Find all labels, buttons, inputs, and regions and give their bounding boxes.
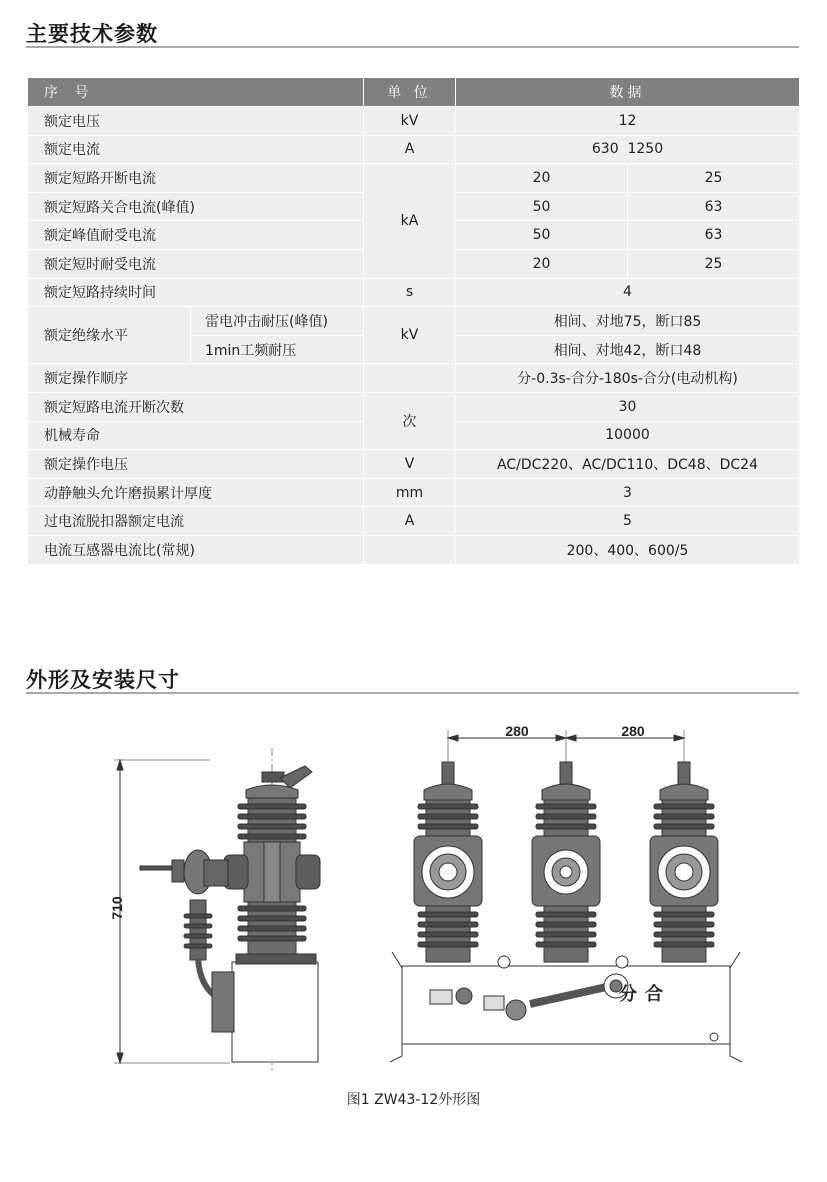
param-value: 25 [628, 164, 800, 193]
param-value: 50 [456, 192, 628, 221]
param-value: 相间、对地75，断口85 [456, 307, 800, 336]
param-name: 额定电压 [28, 107, 364, 136]
table-row [28, 392, 800, 421]
param-value: 25 [628, 249, 800, 278]
table-row [28, 278, 800, 307]
param-unit: mm [364, 478, 456, 507]
table-header-row [28, 78, 800, 107]
header-unit: 单 位 [364, 78, 456, 107]
param-value: 3 [456, 478, 800, 507]
header-data: 数据 [456, 78, 800, 107]
param-name: 动静触头允许磨损累计厚度 [28, 478, 364, 507]
label-close: 合 [645, 984, 663, 1004]
dimension-spacing-right: 280 [621, 723, 645, 739]
param-unit [364, 535, 456, 564]
param-value: 4 [456, 278, 800, 307]
param-unit: A [364, 507, 456, 536]
table-row [28, 535, 800, 564]
section-title-dimensions: 外形及安装尺寸 [26, 668, 180, 692]
param-value: 相间、对地42，断口48 [456, 335, 800, 364]
dimension-spacing-left: 280 [505, 723, 529, 739]
table-row [28, 478, 800, 507]
param-value: 20 [456, 164, 628, 193]
table-row [28, 450, 800, 479]
pole-right [650, 762, 718, 962]
figure-caption: 图1 ZW43-12外形图 [346, 1092, 481, 1108]
param-name: 额定短路电流开断次数 [28, 392, 364, 421]
table-row [28, 507, 800, 536]
label-open: 分 [619, 984, 637, 1004]
param-value: AC/DC220、AC/DC110、DC48、DC24 [456, 450, 800, 479]
param-unit: V [364, 450, 456, 479]
param-value: 63 [628, 192, 800, 221]
dimension-height: 710 [109, 896, 125, 920]
param-unit [364, 364, 456, 393]
outline-drawing [0, 700, 827, 1130]
param-value: 分-0.3s-合分-180s-合分(电动机构) [456, 364, 800, 393]
front-view [390, 730, 742, 1062]
param-subname: 雷电冲击耐压(峰值) [191, 307, 364, 336]
table-row [28, 364, 800, 393]
section-title-parameters: 主要技术参数 [26, 22, 158, 46]
side-view [114, 748, 320, 1070]
param-name: 额定操作顺序 [28, 364, 364, 393]
param-unit: kV [364, 107, 456, 136]
param-value: 50 [456, 221, 628, 250]
param-value: 10000 [456, 421, 800, 450]
param-name: 额定电流 [28, 135, 364, 164]
param-name: 电流互感器电流比(常规) [28, 535, 364, 564]
param-name: 额定绝缘水平 [28, 307, 191, 364]
param-value: 20 [456, 249, 628, 278]
param-value: 200、400、600/5 [456, 535, 800, 564]
param-value: 30 [456, 392, 800, 421]
param-value: 63 [628, 221, 800, 250]
param-subname: 1min工频耐压 [191, 335, 364, 364]
param-name: 过电流脱扣器额定电流 [28, 507, 364, 536]
param-unit: kV [364, 307, 456, 364]
param-name: 额定短路关合电流(峰值) [28, 192, 364, 221]
param-value: 630 1250 [456, 135, 800, 164]
pole-left [414, 762, 482, 962]
param-name: 额定操作电压 [28, 450, 364, 479]
section-divider [26, 46, 799, 48]
header-seq: 序 号 [28, 78, 364, 107]
param-unit: 次 [364, 392, 456, 449]
pole-middle [532, 762, 600, 962]
param-name: 额定峰值耐受电流 [28, 221, 364, 250]
param-name: 额定短时耐受电流 [28, 249, 364, 278]
table-row [28, 135, 800, 164]
param-name: 机械寿命 [28, 421, 364, 450]
section-divider [26, 692, 799, 694]
param-value: 5 [456, 507, 800, 536]
param-value: 12 [456, 107, 800, 136]
param-unit: A [364, 135, 456, 164]
param-name: 额定短路开断电流 [28, 164, 364, 193]
param-unit: s [364, 278, 456, 307]
table-row [28, 307, 800, 336]
param-name: 额定短路持续时间 [28, 278, 364, 307]
parameter-table [27, 77, 800, 565]
table-row [28, 107, 800, 136]
param-unit: kA [364, 164, 456, 278]
table-row [28, 164, 800, 193]
